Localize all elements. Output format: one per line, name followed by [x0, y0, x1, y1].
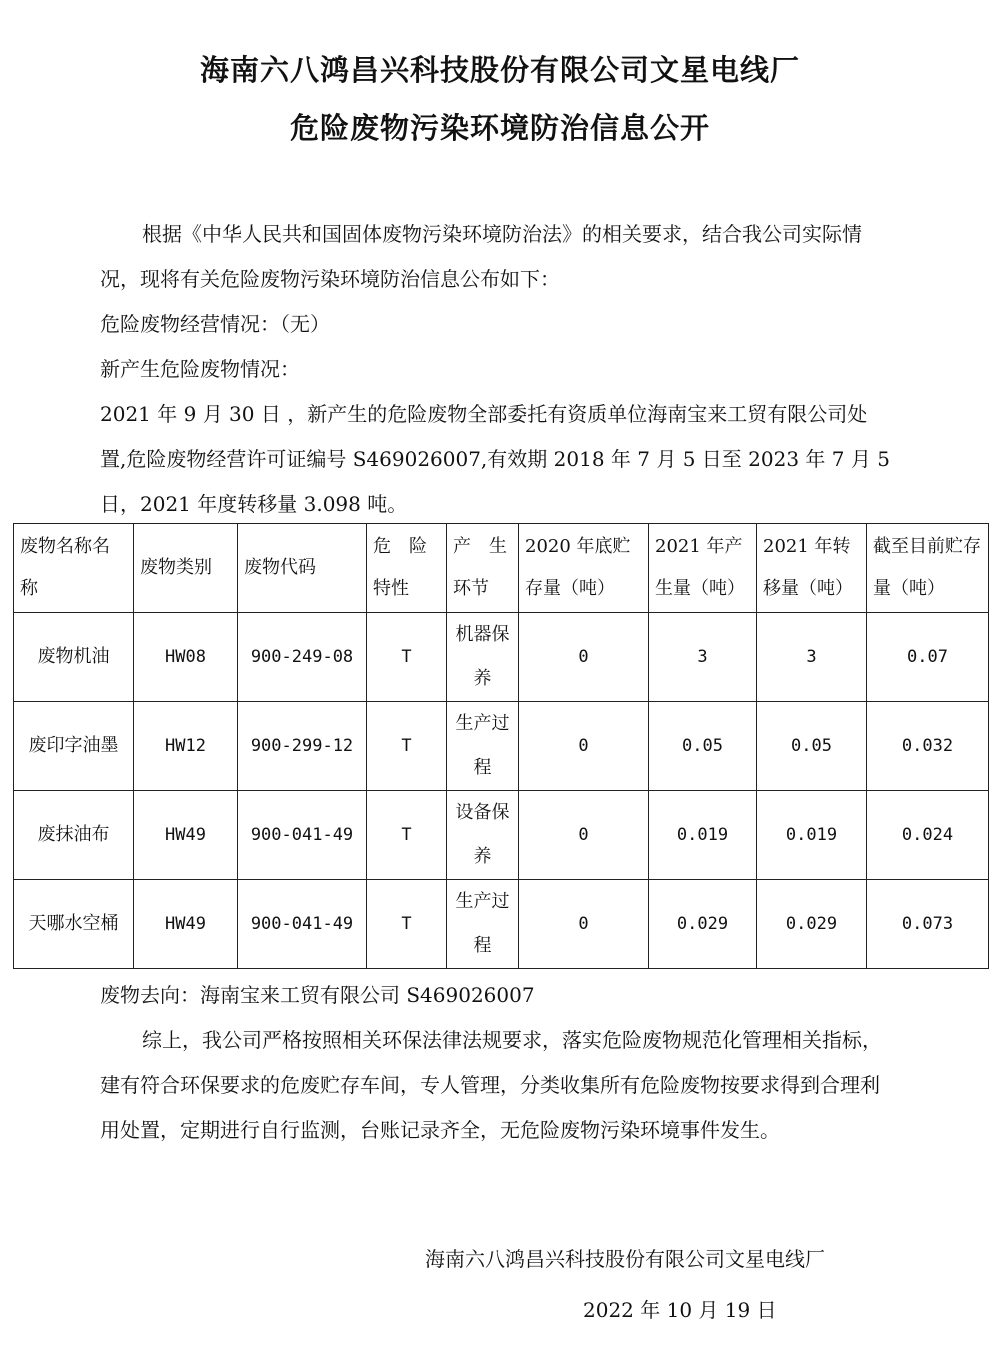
business-status-line: 危险废物经营情况：（无） [100, 312, 330, 336]
table-cell: 0.029 [757, 880, 867, 969]
table-cell: 0.029 [649, 880, 757, 969]
table-cell: 900-041-49 [238, 791, 367, 880]
table-row [14, 702, 989, 791]
table-cell: 0.073 [867, 880, 989, 969]
intro-paragraph: 根据《中华人民共和国固体废物污染环境防治法》的相关要求，结合我公司实际情况，现将有关危险废物污染环境防治信息公布如下： [100, 222, 862, 291]
table-cell: T [367, 880, 447, 969]
table-cell: 0 [519, 702, 649, 791]
table-header-cell: 截至目前贮存量（吨） [867, 524, 989, 613]
table-row [14, 880, 989, 969]
signature-company: 海南六八鸿昌兴科技股份有限公司文星电线厂 [425, 1247, 825, 1271]
new-waste-paragraph: 2021 年 9 月 30 日 ，新产生的危险废物全部委托有资质单位海南宝来工贸有限公司处置,危险废物经营许可证编号 S469026007,有效期 2018 年 7 月 5 日至 2023 年 7 月 5 日，2021 年度转移量 3.098 吨。 [100, 402, 890, 516]
table-cell: 0.019 [649, 791, 757, 880]
table-cell: 天哪水空桶 [14, 880, 134, 969]
table-cell: 0 [519, 613, 649, 702]
waste-table [13, 523, 989, 969]
table-cell: 废物机油 [14, 613, 134, 702]
document-title: 海南六八鸿昌兴科技股份有限公司文星电线厂 [199, 53, 800, 87]
table-cell: T [367, 613, 447, 702]
table-header-cell: 废物类别 [134, 524, 238, 613]
table-cell: 3 [649, 613, 757, 702]
table-cell: HW12 [134, 702, 238, 791]
table-cell: 0.032 [867, 702, 989, 791]
table-row [14, 613, 989, 702]
table-cell: 设备保养 [447, 791, 519, 880]
table-cell: 0.05 [649, 702, 757, 791]
signature-date: 2022 年 10 月 19 日 [583, 1298, 777, 1322]
table-cell: 900-299-12 [238, 702, 367, 791]
table-cell: 0 [519, 880, 649, 969]
table-cell: T [367, 791, 447, 880]
table-cell: 900-041-49 [238, 880, 367, 969]
table-cell: 0.07 [867, 613, 989, 702]
table-cell: 900-249-08 [238, 613, 367, 702]
table-cell: T [367, 702, 447, 791]
table-cell: 废印字油墨 [14, 702, 134, 791]
table-cell: 生产过程 [447, 702, 519, 791]
table-cell: 0 [519, 791, 649, 880]
table-cell: HW08 [134, 613, 238, 702]
table-cell: 0.05 [757, 702, 867, 791]
summary-paragraph: 综上，我公司严格按照相关环保法律法规要求，落实危险废物规范化管理相关指标，建有符合环保要求的危废贮存车间，专人管理，分类收集所有危险废物按要求得到合理利用处置，定期进行自行监测，台账记录齐全，无危险废物污染环境事件发生。 [100, 1028, 882, 1142]
document-subtitle: 危险废物污染环境防治信息公开 [289, 111, 710, 145]
table-row [14, 791, 989, 880]
table-header-cell: 产 生环节 [447, 524, 519, 613]
table-cell: 3 [757, 613, 867, 702]
table-cell: 0.019 [757, 791, 867, 880]
table-header-cell: 2020 年底贮存量（吨） [519, 524, 649, 613]
destination-line: 废物去向：海南宝来工贸有限公司 S469026007 [100, 983, 535, 1007]
table-cell: 生产过程 [447, 880, 519, 969]
new-waste-heading: 新产生危险废物情况： [100, 357, 300, 381]
table-header-cell: 废物代码 [238, 524, 367, 613]
table-header-row [14, 524, 989, 613]
table-cell: 废抹油布 [14, 791, 134, 880]
table-header-cell: 危 险特性 [367, 524, 447, 613]
table-header-cell: 废物名称名称 [14, 524, 134, 613]
table-cell: 机器保养 [447, 613, 519, 702]
table-header-cell: 2021 年产生量（吨） [649, 524, 757, 613]
table-cell: HW49 [134, 791, 238, 880]
table-cell: HW49 [134, 880, 238, 969]
table-cell: 0.024 [867, 791, 989, 880]
table-header-cell: 2021 年转移量（吨） [757, 524, 867, 613]
